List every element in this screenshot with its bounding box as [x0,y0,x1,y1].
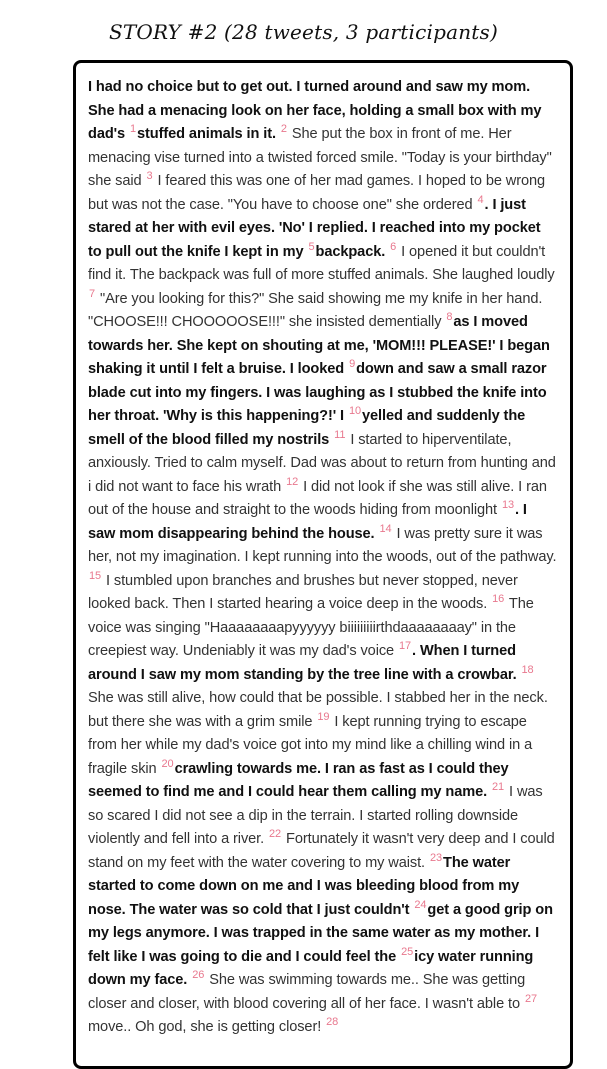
tweet-number: 25 [401,945,414,958]
tweet-text-highlighted: crawling towards me. I ran as fast as I could they seemed to find me and I could hear them calling my name. [88,760,509,800]
tweet-text-highlighted: The water started to come down on me and I was bleeding blood from my nose. The water was so cold that I just couldn't [88,854,520,918]
tweet-number: 17 [399,640,412,653]
tweet-number: 3 [146,170,153,183]
tweet-text: She was still alive, how could that be possible. I stabbed her in the neck. but there she was with a grim smile [88,690,548,730]
story-title: STORY #2 (28 tweets, 3 participants) [108,20,499,44]
tweet-number: 6 [390,240,397,253]
tweet-number: 23 [429,851,442,864]
tweet-text: I started to hiperventilate, anxiously. Tried to calm myself. Dad was about to return from hunting and i did not want to face his wrath [88,431,556,495]
tweet-text: I stumbled upon branches and brushes but never stopped, never looked back. Then I started hearing a voice deep in the woods. [88,572,518,612]
tweet-text: I did not look if she was still alive. I ran out of the house and straight to the woods hiding from moonlight [88,478,547,518]
tweet-text-highlighted: get a good grip on my legs anymore. I was trapped in the same water as my mother. I felt like I was going to die and I could feel the [88,901,553,965]
tweet-text-highlighted: . I just stared at her with evil eyes. 'No' I replied. I reached into my pocket to pull out the knife I kept in my [88,196,541,260]
tweet-text-highlighted: . I saw mom disappearing behind the house. [88,502,527,542]
tweet-text: She put the box in front of me. Her menacing vise turned into a twisted forced smile. "Today is your birthday" she said [88,126,552,189]
tweet-text-highlighted: stuffed animals in it. [137,126,280,142]
tweet-text: She was swimming towards me.. She was getting closer and closer, with blood covering all of her face. I wasn't able to [88,972,526,1012]
tweet-number: 19 [317,710,330,723]
tweet-number: 5 [308,240,315,253]
tweet-number: 28 [326,1016,339,1029]
tweet-number: 1 [130,123,137,136]
tweet-number: 20 [161,757,174,770]
tweet-number: 16 [492,593,505,606]
tweet-number: 27 [524,992,538,1005]
tweet-number: 15 [89,569,102,582]
tweet-number: 21 [492,781,505,794]
tweet-text: move.. Oh god, she is getting closer! [88,1019,326,1035]
tweet-number: 11 [334,428,346,441]
tweet-text-highlighted: . When I turned around I saw my mom standing by the tree line with a crowbar. [88,643,521,683]
tweet-number: 8 [446,311,453,324]
tweet-text-highlighted: yelled and suddenly the smell of the blood filled my nostrils [88,408,526,448]
tweet-number: 26 [192,969,205,982]
tweet-text: The voice was singing "Haaaaaaaapyyyyyy biiiiiiiiirthdaaaaaaaay" in the creepiest way. Undeniably it was my dad's voice [88,596,534,659]
tweet-text-highlighted: backpack. [315,243,390,260]
tweet-text: Fortunately it wasn't very deep and I could stand on my feet with the water covering to my waist. [88,831,555,871]
tweet-text: I kept running trying to escape from her while my dad's voice got into my mind like a chilling wind in a fragile skin [88,713,533,777]
tweet-text: I was so scared I did not see a dip in the terrain. I started rolling downside violently and fell into a river. [88,784,543,847]
tweet-number: 14 [379,522,392,535]
tweet-number: 9 [349,358,356,371]
tweet-number: 22 [269,828,282,841]
tweet-number: 4 [477,193,484,206]
tweet-text-highlighted: as I moved towards her. She kept on shouting at me, 'MOM!!! PLEASE!' I began shaking it until I felt a bruise. I looked [88,314,550,377]
tweet-number: 12 [286,475,299,488]
story-text [88,76,558,1040]
tweet-text: I was pretty sure it was her, not my imagination. I kept running into the woods, out of the pathway. [88,525,557,565]
tweet-text: I feared this was one of her mad games. I hoped to be wrong but was not the case. "You have to choose one" she ordered [88,173,546,213]
tweet-number: 10 [348,405,362,418]
tweet-number: 2 [280,123,287,136]
tweet-text-highlighted: I had no choice but to get out. I turned around and saw my mom. She had a menacing look on her face, holding a small box with my dad's [88,79,542,142]
tweet-text-highlighted: down and saw a small razor blade cut into my fingers. I was laughing as I stubbed the knife into her throat. 'Why is this happening?!' I [88,361,547,424]
tweet-text: I opened it but couldn't find it. The backpack was full of more stuffed animals. She laughed loudly [88,243,555,283]
tweet-text: "Are you looking for this?" She said showing me my knife in her hand. "CHOOSE!!! CHOOOOOSE!!!" she insisted dementially [88,290,543,330]
tweet-number: 18 [521,663,534,676]
tweet-number: 24 [414,898,427,911]
tweet-number: 13 [501,499,514,512]
tweet-text-highlighted: icy water running down my face. [88,948,534,988]
tweet-number: 7 [89,287,96,300]
story-box [73,60,573,1069]
